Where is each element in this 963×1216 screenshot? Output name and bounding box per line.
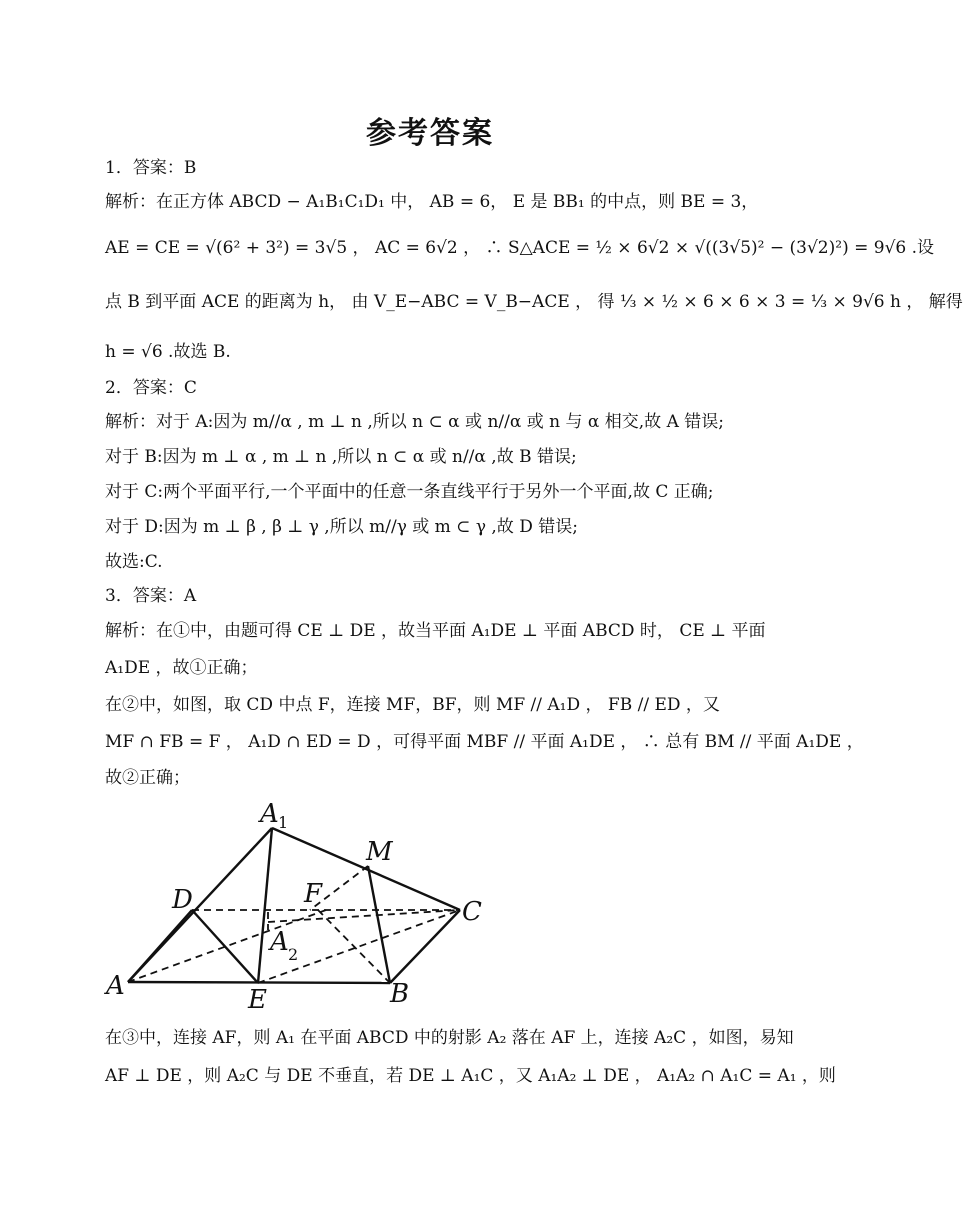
answer-1-line-1: 解析：在正方体 ABCD − A₁B₁C₁D₁ 中， AB = 6， E 是 BB₁ 的中点，则 BE = 3， <box>105 192 759 212</box>
answer-3-line-3: 在②中，如图，取 CD 中点 F，连接 MF，BF，则 MF // A₁D ， FB // ED ，又 <box>105 695 720 715</box>
answer-3-line-5: 故②正确； <box>105 768 190 788</box>
label-E: E <box>248 985 267 1015</box>
answer-2-line-4: 对于 D:因为 m ⊥ β , β ⊥ γ ,所以 m//γ 或 m ⊂ γ ,故 D 错误; <box>105 517 578 537</box>
answer-3-heading: 3．答案：A <box>105 586 197 606</box>
answer-2-line-2: 对于 B:因为 m ⊥ α , m ⊥ n ,所以 n ⊂ α 或 n//α ,故 B 错误; <box>105 447 577 467</box>
page-title: 参考答案 <box>366 116 494 151</box>
label-F: F <box>304 879 323 909</box>
label-D: D <box>172 885 193 915</box>
answer-3-line-2: A₁DE ，故①正确； <box>105 658 258 678</box>
answer-2-line-5: 故选:C. <box>105 552 163 572</box>
answer-2-line-1: 解析：对于 A:因为 m//α , m ⊥ n ,所以 n ⊂ α 或 n//α 或 n 与 α 相交,故 A 错误; <box>105 412 724 432</box>
label-A1: A <box>260 799 279 829</box>
label-A2: A <box>270 927 289 957</box>
answer-1-line-4: h = √6 .故选 B. <box>105 342 231 362</box>
geometry-figure <box>100 800 520 1015</box>
edge-MB <box>368 866 390 983</box>
edge-BC <box>390 910 460 983</box>
answer-1-heading: 1．答案：B <box>105 158 197 178</box>
answer-3-line-7: AF ⊥ DE ，则 A₂C 与 DE 不垂直，若 DE ⊥ A₁C ，又 A₁A₂ ⊥ DE ， A₁A₂ ∩ A₁C = A₁ ，则 <box>105 1066 836 1086</box>
edge-A1E <box>258 828 272 983</box>
label-M: M <box>366 837 393 867</box>
answer-2-line-3: 对于 C:两个平面平行,一个平面中的任意一条直线平行于另外一个平面,故 C 正确; <box>105 482 714 502</box>
answer-1-line-3: 点 B 到平面 ACE 的距离为 h， 由 V_E−ABC = V_B−ACE ， 得 ⅓ × ½ × 6 × 6 × 3 = ⅓ × 9√6 h ， 解得 <box>105 292 963 312</box>
answer-3-line-6: 在③中，连接 AF，则 A₁ 在平面 ABCD 中的射影 A₂ 落在 AF 上，连接 A₂C ，如图，易知 <box>105 1028 794 1048</box>
answer-3-line-4: MF ∩ FB = F ， A₁D ∩ ED = D ，可得平面 MBF // 平面 A₁DE ， ∴ 总有 BM // 平面 A₁DE ， <box>105 732 864 752</box>
label-C: C <box>462 897 482 927</box>
label-B: B <box>390 979 410 1009</box>
label-A: A <box>106 971 125 1001</box>
label-A2-subscript: 2 <box>288 945 299 964</box>
answer-1-line-2: AE = CE = √(6² + 3²) = 3√5 ， AC = 6√2 ， ∴ S△ACE = ½ × 6√2 × √((3√5)² − (3√2)²) = 9√6 .设 <box>105 238 935 258</box>
answer-3-line-1: 解析：在①中，由题可得 CE ⊥ DE ，故当平面 A₁DE ⊥ 平面 ABCD 时， CE ⊥ 平面 <box>105 621 766 641</box>
answer-2-heading: 2．答案：C <box>105 378 197 398</box>
label-A1-subscript: 1 <box>278 813 289 832</box>
edge-AA1 <box>128 828 272 982</box>
edge-DE <box>192 910 258 983</box>
